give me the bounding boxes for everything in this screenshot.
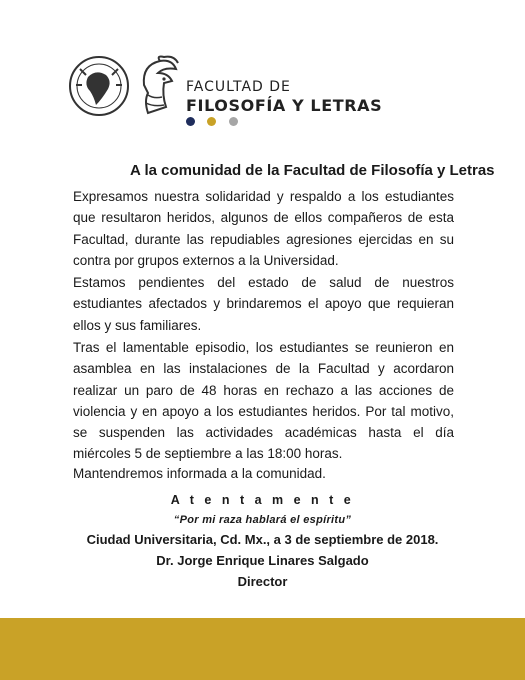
letter-heading: A la comunidad de la Facultad de Filosofía y Letras [130, 162, 495, 179]
place-date: Ciudad Universitaria, Cd. Mx., a 3 de septiembre de 2018. [86, 532, 439, 547]
closing-atentamente: A t e n t a m e n t e [170, 493, 355, 507]
athena-helmet-icon [134, 55, 182, 119]
letter-paragraph: Mantendremos informada a la comunidad. [73, 466, 326, 481]
faculty-header [68, 55, 383, 127]
letter-paragraph: Tras el lamentable episodio, los estudiantes se reunieron en asamblea en las instalaciones de la Facultad y acordaron realizar un paro de 48 horas en rechazo a las acciones de violencia y en apoyo a los estudiantes heridos. Por tal motivo, se suspenden las actividades académicas hasta el día miércoles 5 de septiembre a las 18:00 horas. [73, 340, 454, 462]
university-motto: “Por mi raza hablará el espíritu” [173, 514, 352, 526]
brand-dot-navy [186, 117, 195, 126]
faculty-title-line2: FILOSOFÍA Y LETRAS [186, 96, 383, 115]
letter-paragraph: Expresamos nuestra solidaridad y respaldo a los estudiantes que resultaron heridos, algunos de ellos compañeros de esta Facultad, durante las repudiables agresiones ejercidas en su contra por grupos externos a la Universidad. [73, 189, 454, 268]
brand-dot-gold [207, 117, 216, 126]
letter-paragraph: Estamos pendientes del estado de salud de nuestros estudiantes afectados y brindaremos el apoyo que requieran ellos y sus familiares. [73, 275, 454, 333]
signer-role: Director [237, 574, 288, 589]
brand-dot-gray [229, 117, 238, 126]
footer-band [0, 618, 525, 680]
brand-dots [186, 117, 246, 127]
faculty-title-line1: FACULTAD DE [186, 79, 291, 95]
signer-name: Dr. Jorge Enrique Linares Salgado [156, 553, 369, 568]
unam-seal-icon [68, 55, 130, 117]
